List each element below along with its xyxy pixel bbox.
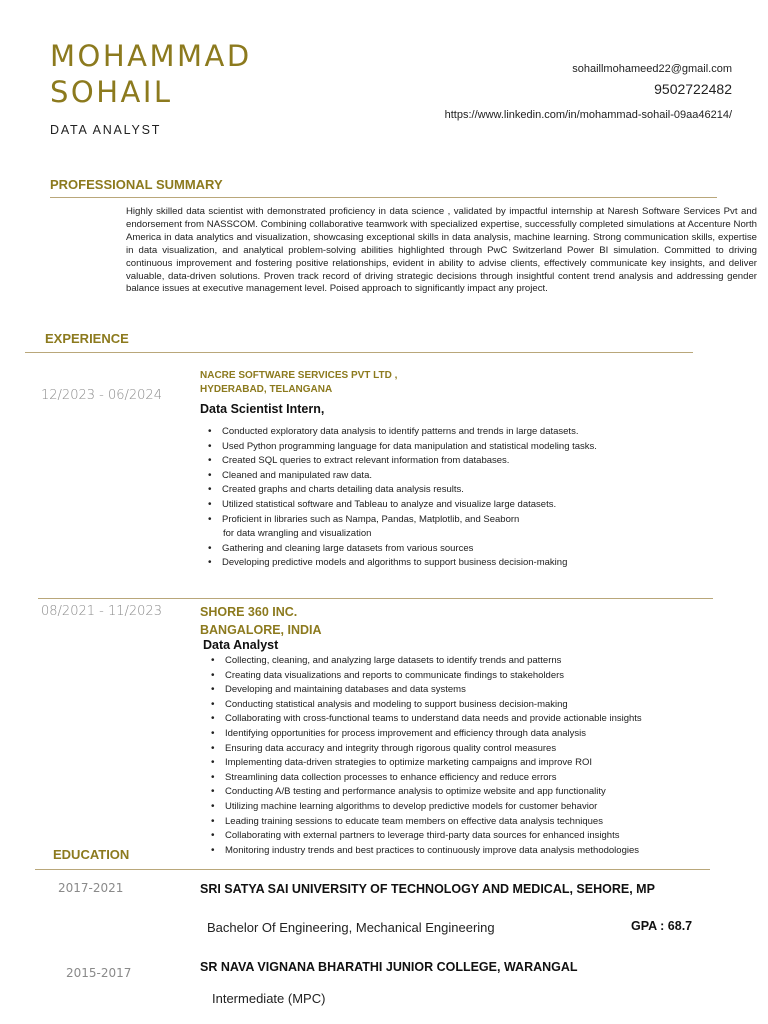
job-2-company: SHORE 360 INC.	[200, 605, 298, 619]
list-item: • Utilizing machine learning algorithms to develop predictive models for customer behavior	[203, 800, 723, 815]
list-item: • Collaborating with external partners to leverage third-party data sources for enhanced insights	[203, 829, 723, 844]
summary-text: Highly skilled data scientist with demonstrated proficiency in data science , validated by impactful internship at Naresh Software Services Pvt and endorsement from NASSCOM. Combining collaborative teamwork with specialized expertise, successfully completed simulations at Accenture North America in data analytics and visualization, showcasing exceptional skills in data analysis, machine learning. Strong communication skills, expertise in data visualization, and analytical problem-solving abilities highlighted through PwC Switzerland Power BI simulation. Committed to driving continuous improvement and fostering positive relationships, evident in ability to advise clients, effectively communicate key insights, and deliver valuable, data-driven solutions. Proven track record of driving strategic decisions through insightful content trend analysis and addressing gender balance issues at executive management level. Poised approach to significantly impact any project.	[126, 206, 757, 295]
list-item: • Developing predictive models and algorithms to support business decision-making	[200, 556, 720, 571]
list-item: • Creating data visualizations and reports to communicate findings to stakeholders	[203, 669, 723, 684]
edu-2-dates: 2015-2017	[66, 966, 132, 980]
list-item: • Collecting, cleaning, and analyzing large datasets to identify trends and patterns	[203, 654, 723, 669]
job-1-company-block	[200, 369, 397, 397]
edu-1-school: SRI SATYA SAI UNIVERSITY OF TECHNOLOGY AND MEDICAL, SEHORE, MP	[200, 882, 655, 896]
edu-1-degree: Bachelor Of Engineering, Mechanical Engineering	[207, 920, 495, 935]
edu-2-degree: Intermediate (MPC)	[212, 991, 326, 1006]
job-1-bullets	[200, 425, 720, 571]
experience-divider	[25, 352, 693, 353]
job-2-title: Data Analyst	[203, 638, 279, 652]
summary-divider	[50, 197, 717, 198]
summary-heading: PROFESSIONAL SUMMARY	[50, 177, 223, 192]
list-item: • Conducting A/B testing and performance analysis to optimize website and app functionality	[203, 785, 723, 800]
job-1-title: Data Scientist Intern,	[200, 402, 325, 416]
list-item: • Conducted exploratory data analysis to identify patterns and trends in large datasets.	[200, 425, 720, 440]
list-item: • Identifying opportunities for process improvement and efficiency through data analysis	[203, 727, 723, 742]
email-link[interactable]: sohaillmohameed22@gmail.com	[572, 63, 732, 75]
list-item: • Streamlining data collection processes to enhance efficiency and reduce errors	[203, 771, 723, 786]
list-item: • Conducting statistical analysis and modeling to support business decision-making	[203, 698, 723, 713]
list-item: • Monitoring industry trends and best practices to continuously improve data analysis methodologies	[203, 844, 723, 859]
list-item: • Implementing data-driven strategies to optimize marketing campaigns and improve ROI	[203, 756, 723, 771]
job-divider	[38, 598, 713, 599]
list-item: • Cleaned and manipulated raw data.	[200, 469, 720, 484]
candidate-role: DATA ANALYST	[50, 123, 162, 137]
education-heading: EDUCATION	[53, 847, 130, 862]
list-item: • Developing and maintaining databases and data systems	[203, 683, 723, 698]
name-line-2: SOHAIL	[50, 75, 173, 109]
edu-1-dates: 2017-2021	[58, 881, 124, 895]
list-item: • Created graphs and charts detailing data analysis results.	[200, 483, 720, 498]
contact-block	[402, 62, 732, 121]
list-item: • Used Python programming language for data manipulation and statistical modeling tasks.	[200, 440, 720, 455]
linkedin-link[interactable]: https://www.linkedin.com/in/mohammad-sohail-09aa46214/	[444, 109, 732, 121]
edu-2-school: SR NAVA VIGNANA BHARATHI JUNIOR COLLEGE, WARANGAL	[200, 960, 578, 974]
edu-1-gpa: GPA : 68.7	[631, 919, 693, 933]
candidate-name	[50, 38, 252, 110]
list-item: • Ensuring data accuracy and integrity through rigorous quality control measures	[203, 742, 723, 757]
name-line-1: MOHAMMAD	[50, 39, 252, 73]
list-item: • Gathering and cleaning large datasets from various sources	[200, 542, 720, 557]
job-1-company: NACRE SOFTWARE SERVICES PVT LTD ,	[200, 370, 398, 381]
list-item: • Collaborating with cross-functional teams to understand data needs and provide actionable insights	[203, 712, 723, 727]
job-2-company-block	[200, 603, 322, 639]
job-1-location: HYDERABAD, TELANGANA	[200, 384, 333, 395]
experience-heading: EXPERIENCE	[45, 331, 129, 346]
job-2-dates: 08/2021 - 11/2023	[41, 604, 162, 619]
list-item: • Leading training sessions to educate team members on effective data analysis techniques	[203, 815, 723, 830]
list-item: • Created SQL queries to extract relevant information from databases.	[200, 454, 720, 469]
job-1-dates: 12/2023 - 06/2024	[41, 388, 162, 403]
education-divider	[35, 869, 710, 870]
phone-number: 9502722482	[654, 81, 732, 97]
list-item: • Proficient in libraries such as Nampa, Pandas, Matplotlib, and Seaborn	[200, 513, 720, 528]
job-2-location: BANGALORE, INDIA	[200, 623, 322, 637]
job-2-bullets	[203, 654, 723, 858]
list-item-continuation: for data wrangling and visualization	[223, 528, 372, 540]
list-item: • Utilized statistical software and Tableau to analyze and visualize large datasets.	[200, 498, 720, 513]
